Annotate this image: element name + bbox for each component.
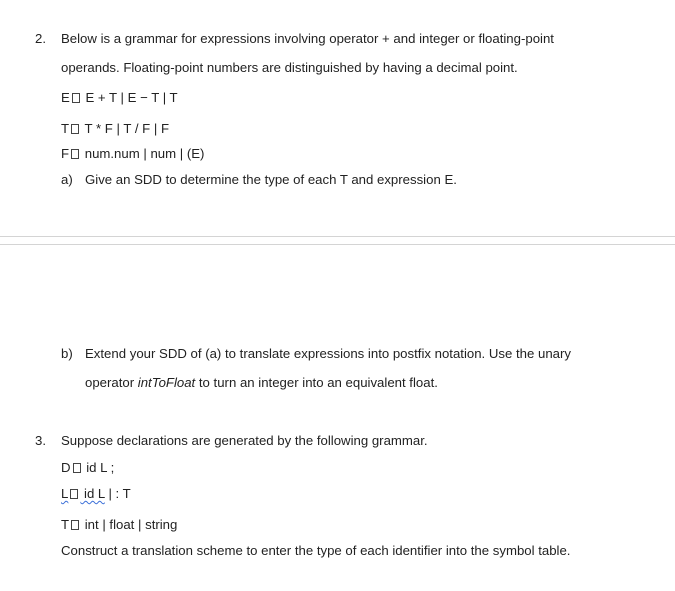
grammar-rule-f xyxy=(61,146,204,161)
rule-lhs-spellcheck: L id L xyxy=(61,486,105,501)
rule-lhs: L xyxy=(61,486,69,501)
rule-lhs: F xyxy=(61,146,70,161)
rule-rhs: id L ; xyxy=(86,460,115,475)
grammar-rule-e xyxy=(61,90,178,105)
derives-arrow-icon xyxy=(70,489,78,499)
rule-lhs: T xyxy=(61,517,70,532)
part-b-line1: Extend your SDD of (a) to translate expressions into postfix notation. Use the unary xyxy=(85,346,571,361)
derives-arrow-icon xyxy=(72,93,80,103)
q2-intro-line1: Below is a grammar for expressions involving operator + and integer or floating-point xyxy=(61,31,554,46)
grammar-rule-d xyxy=(61,460,114,475)
rule-rhs: E + T | E − T | T xyxy=(85,90,178,105)
rule-rhs: num.num | num | (E) xyxy=(84,146,205,161)
derives-arrow-icon xyxy=(71,124,79,134)
derives-arrow-icon xyxy=(71,520,79,530)
rule-lhs: D xyxy=(61,460,71,475)
part-a-label: a) xyxy=(61,172,73,187)
grammar-rule-t-types xyxy=(61,517,177,532)
part-b-line2-post: to turn an integer into an equivalent float. xyxy=(195,375,438,390)
section-divider-bottom xyxy=(0,244,675,245)
q2-intro-line2: operands. Floating-point numbers are distinguished by having a decimal point. xyxy=(61,60,518,75)
q2-number: 2. xyxy=(35,31,46,46)
part-b-label: b) xyxy=(61,346,73,361)
rule-rhs-rest: | : T xyxy=(108,486,131,501)
inttofloat-operator: intToFloat xyxy=(137,375,196,390)
rule-lhs: E xyxy=(61,90,70,105)
grammar-rule-l xyxy=(61,486,131,501)
derives-arrow-icon xyxy=(73,463,81,473)
derives-arrow-icon xyxy=(71,149,79,159)
q3-number: 3. xyxy=(35,433,46,448)
grammar-rule-t xyxy=(61,121,169,136)
q3-intro: Suppose declarations are generated by the following grammar. xyxy=(61,433,428,448)
rule-lhs: T xyxy=(61,121,70,136)
part-b-line2-pre: operator xyxy=(85,375,138,390)
rule-rhs: T * F | T / F | F xyxy=(84,121,170,136)
rule-rhs: int | float | string xyxy=(84,517,178,532)
part-a-text: Give an SDD to determine the type of each T and expression E. xyxy=(85,172,457,187)
section-divider-top xyxy=(0,236,675,237)
q3-closing: Construct a translation scheme to enter the type of each identifier into the symbol table. xyxy=(61,543,571,558)
part-b-line2 xyxy=(85,375,438,390)
